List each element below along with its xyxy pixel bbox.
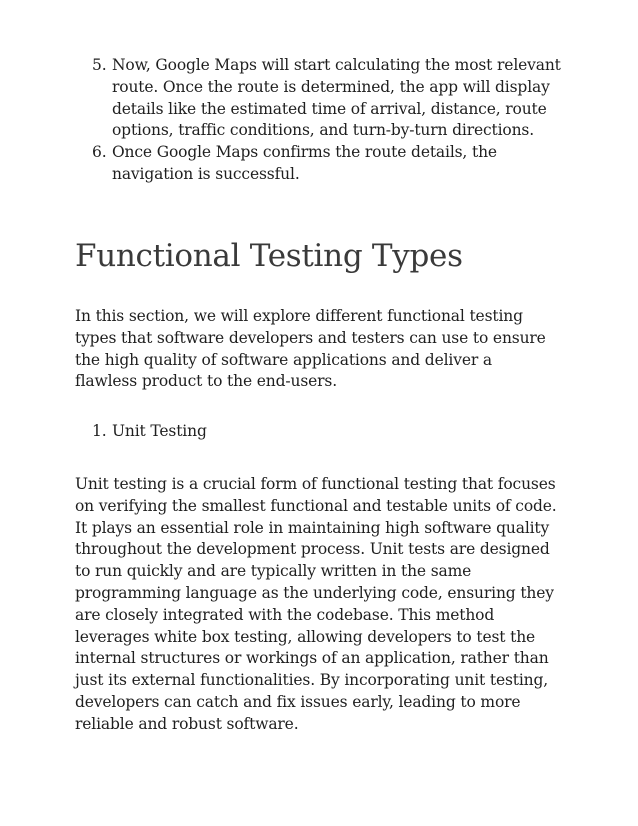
- numbered-steps-list: [92, 55, 562, 186]
- list-item-text: Unit Testing: [112, 422, 207, 440]
- section-intro-paragraph: In this section, we will explore different functional testing types that software developers and testers can use to ensure the high quality of software applications and deliver a flawless product to the end-users.: [75, 307, 546, 391]
- section-heading: Functional Testing Types: [75, 238, 463, 274]
- list-item: [92, 142, 562, 186]
- list-item-number: 1.: [92, 422, 107, 440]
- unit-testing-paragraph: Unit testing is a crucial form of functional testing that focuses on verifying the smallest functional and testable units of code. It plays an essential role in maintaining high software quality throughout the development process. Unit tests are designed to run quickly and are typically written in the same programming language as the underlying code, ensuring they are closely integrated with the codebase. This method leverages white box testing, allowing developers to test the internal structures or workings of an application, rather than just its external functionalities. By incorporating unit testing, developers can catch and fix issues early, leading to more reliable and robust software.: [75, 475, 557, 733]
- testing-types-list: [92, 421, 492, 443]
- list-item: [92, 421, 492, 443]
- list-item-number: 6.: [92, 143, 107, 162]
- list-item-text: Now, Google Maps will start calculating the most relevant route. Once the route is determined, the app will display details like the estimated time of arrival, distance, route options, traffic conditions, and turn-by-turn directions.: [112, 56, 561, 140]
- list-item: [92, 55, 562, 142]
- list-item-number: 5.: [92, 56, 107, 74]
- list-item-text: Once Google Maps confirms the route details, the navigation is successful.: [112, 143, 497, 183]
